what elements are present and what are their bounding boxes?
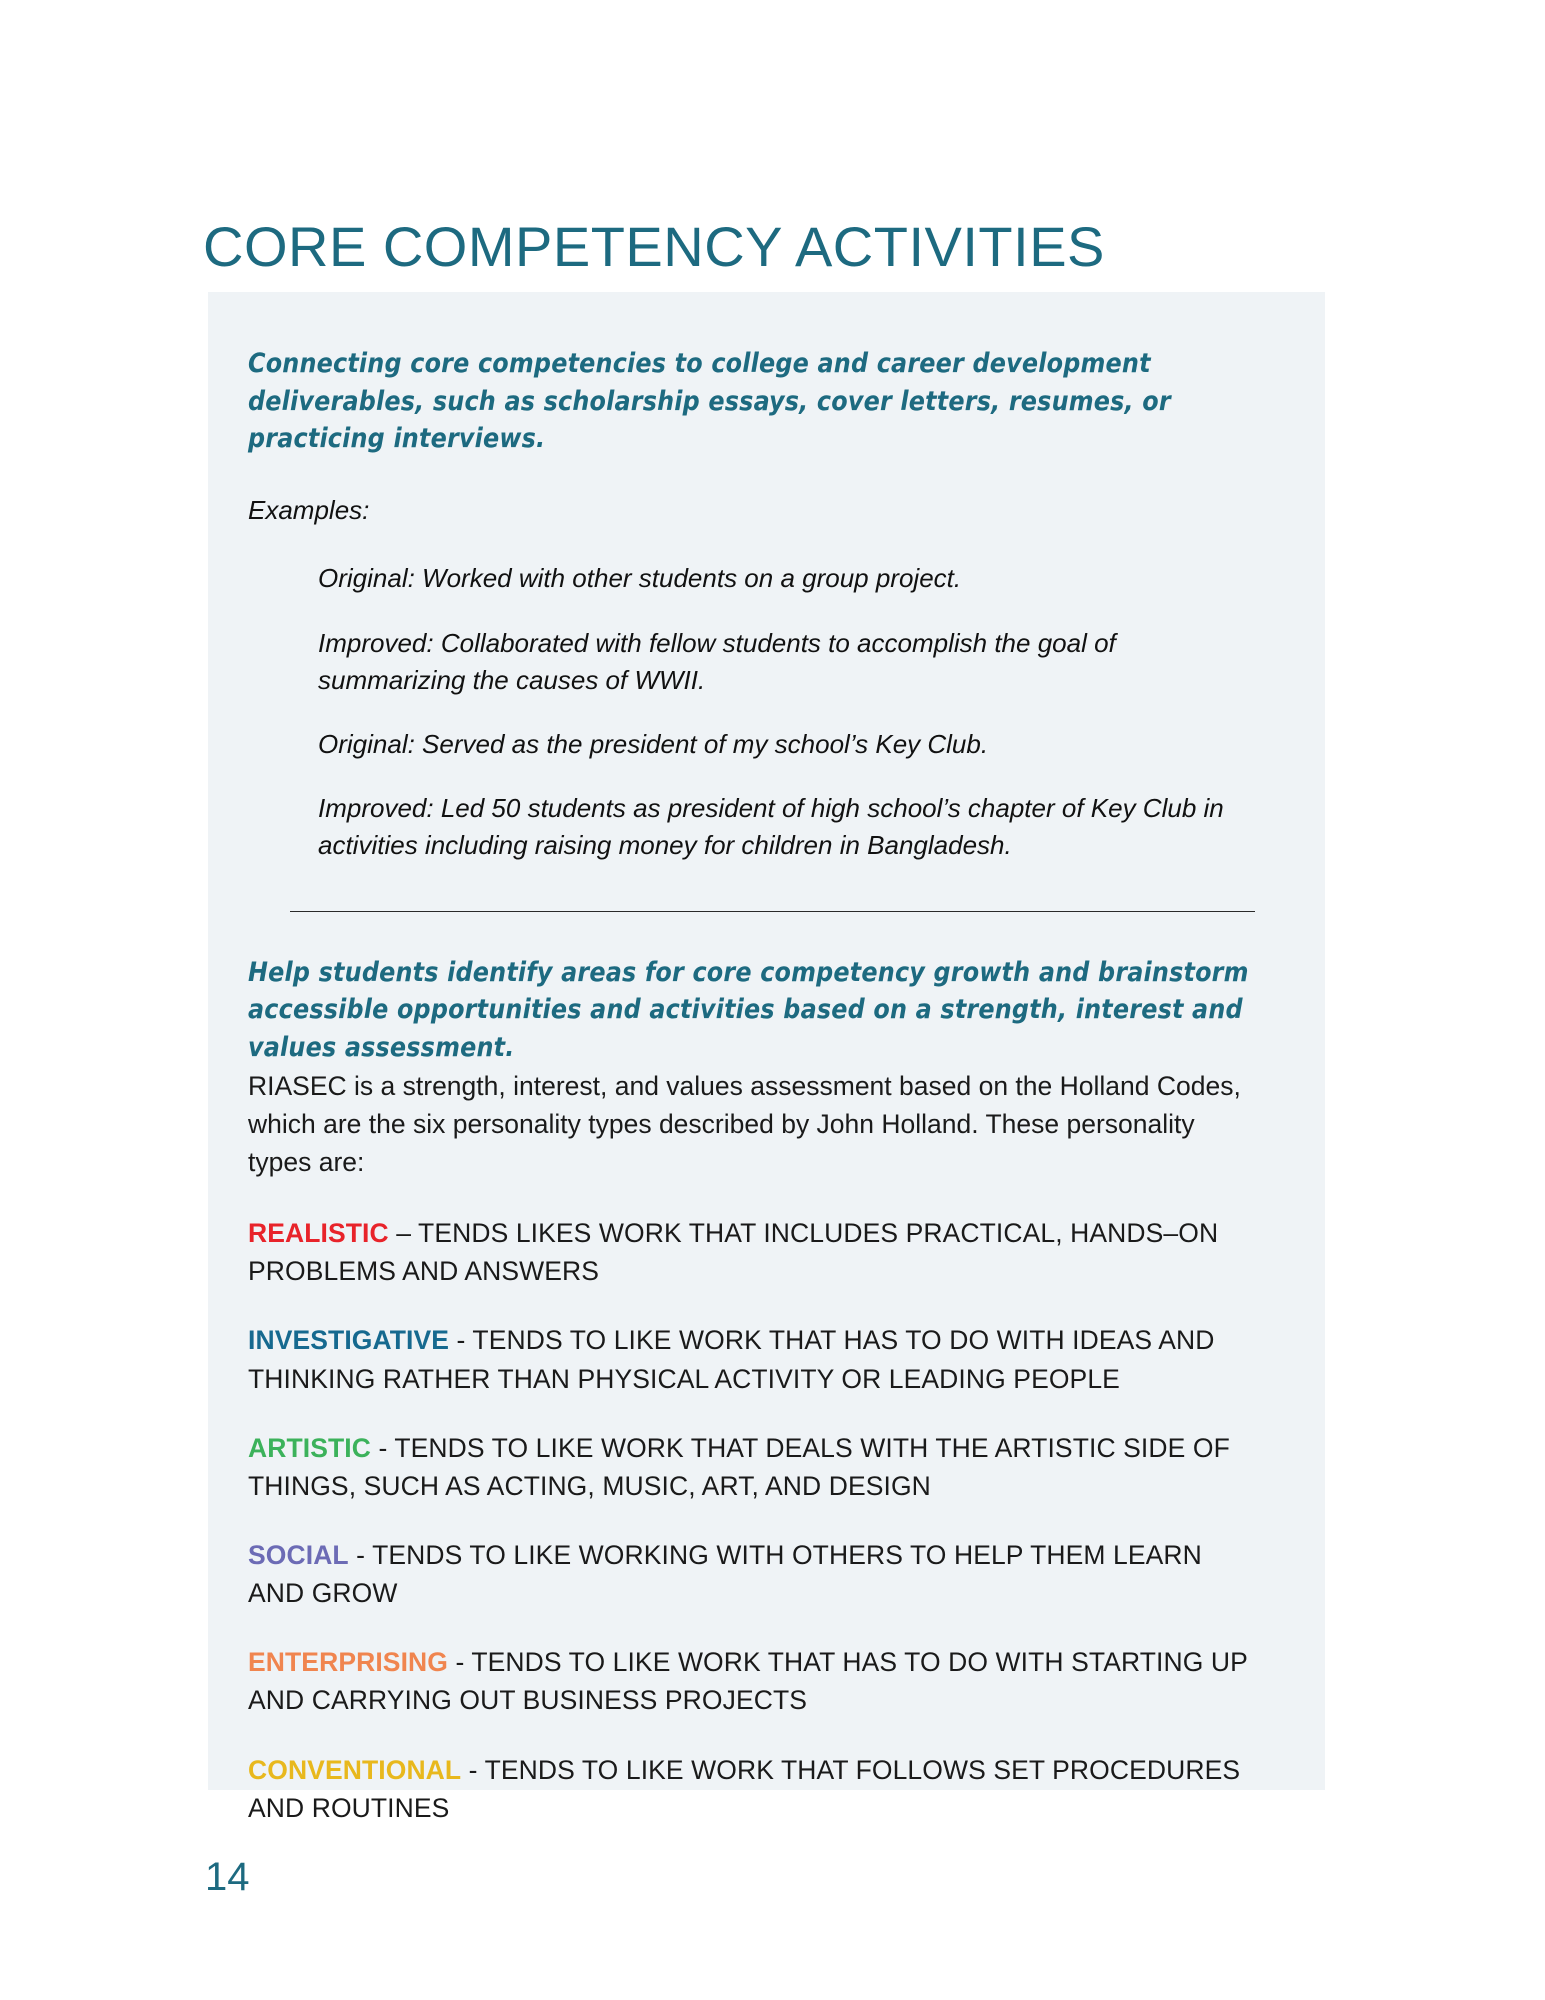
riasec-body-paragraph: RIASEC is a strength, interest, and values assessment based on the Holland Codes, which are the six personality types described by John Holland. These personality types are:: [248, 1070, 1241, 1177]
riasec-description-realistic: – TENDS LIKES WORK THAT INCLUDES PRACTICAL, HANDS–ON PROBLEMS AND ANSWERS: [248, 1218, 1219, 1287]
section-divider: [290, 911, 1255, 912]
riasec-item-social: [248, 1536, 1255, 1612]
riasec-name-conventional: CONVENTIONAL: [248, 1754, 462, 1785]
page-title: CORE COMPETENCY ACTIVITIES: [203, 214, 1105, 278]
example-original-1: Original: Worked with other students on a group project.: [318, 563, 962, 594]
riasec-item-artistic: [248, 1429, 1255, 1505]
example-improved-1: Improved: Collaborated with fellow students to accomplish the goal of summarizing the causes of WWII.: [318, 628, 1116, 696]
riasec-item-conventional: [248, 1751, 1255, 1827]
riasec-item-realistic: [248, 1214, 1255, 1290]
riasec-name-artistic: ARTISTIC: [248, 1432, 371, 1463]
riasec-description-conventional: - TENDS TO LIKE WORK THAT FOLLOWS SET PROCEDURES AND ROUTINES: [248, 1754, 1241, 1823]
riasec-description-enterprising: - TENDS TO LIKE WORK THAT HAS TO DO WITH STARTING UP AND CARRYING OUT BUSINESS PROJECTS: [248, 1647, 1248, 1716]
riasec-name-social: SOCIAL: [248, 1539, 349, 1570]
page-number: 14: [205, 1855, 250, 1899]
riasec-name-investigative: INVESTIGATIVE: [248, 1325, 450, 1356]
riasec-name-realistic: REALISTIC: [248, 1218, 389, 1249]
examples-label: Examples:: [248, 494, 370, 525]
riasec-name-enterprising: ENTERPRISING: [248, 1647, 448, 1678]
section-one-lead-heading: Connecting core competencies to college and career development deliverables, such as scholarship essays, cover letters, resumes, or practicing interviews.: [248, 348, 1171, 455]
riasec-item-enterprising: [248, 1643, 1255, 1719]
riasec-item-investigative: [248, 1321, 1255, 1397]
section-two-lead-heading: Help students identify areas for core competency growth and brainstorm accessible opportunities and activities based on a strength, interest and values assessment.: [248, 956, 1249, 1063]
riasec-description-artistic: - TENDS TO LIKE WORK THAT DEALS WITH THE ARTISTIC SIDE OF THINGS, SUCH AS ACTING, MUSIC, ART, AND DESIGN: [248, 1432, 1230, 1501]
riasec-description-social: - TENDS TO LIKE WORKING WITH OTHERS TO HELP THEM LEARN AND GROW: [248, 1539, 1202, 1609]
example-improved-2: Improved: Led 50 students as president of high school’s chapter of Key Club in activities including raising money for children in Bangladesh.: [318, 792, 1224, 860]
riasec-description-investigative: - TENDS TO LIKE WORK THAT HAS TO DO WITH IDEAS AND THINKING RATHER THAN PHYSICAL ACTIVITY OR LEADING PEOPLE: [248, 1325, 1215, 1394]
panel-content: [248, 292, 1255, 1827]
example-original-2: Original: Served as the president of my school’s Key Club.: [318, 728, 989, 759]
content-panel: [208, 292, 1325, 1823]
